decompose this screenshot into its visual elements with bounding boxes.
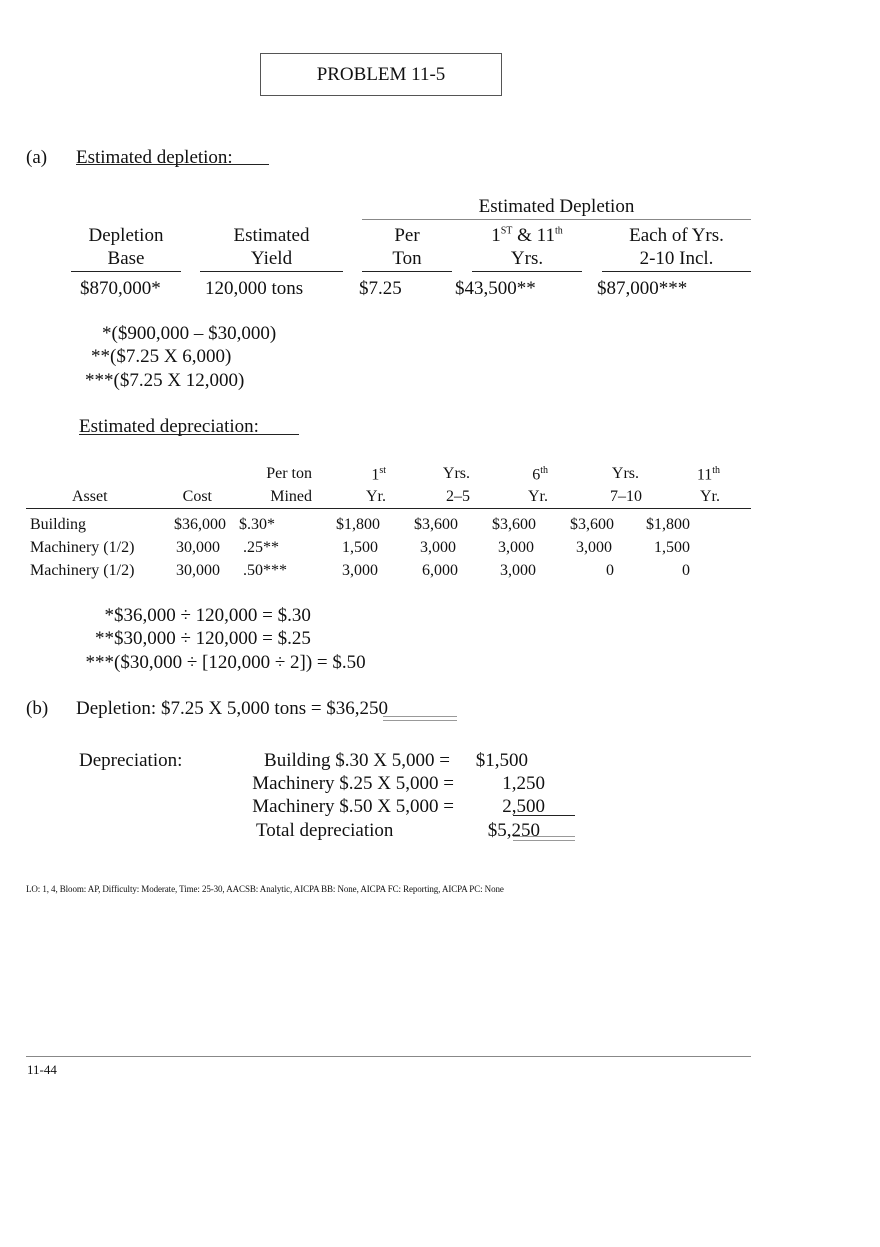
rate-per-ton: .50*** [243, 562, 287, 579]
depletion-note: *($900,000 – $30,000) [102, 323, 277, 344]
dep-col-year11-l2: Yr. [700, 488, 720, 505]
part-a-label: (a) [26, 147, 48, 168]
rate-note-mark: * [104, 605, 114, 626]
col-estimated-yield-l1: Estimated [233, 225, 310, 246]
part-b-label: (b) [26, 698, 49, 719]
rate-note: $36,000 ÷ 120,000 = $.30 [114, 605, 311, 626]
col-first-eleventh-l1: 1ST & 11th [491, 225, 563, 246]
depletion-note: **($7.25 X 6,000) [91, 346, 232, 367]
rate-note: ($30,000 ÷ [120,000 ÷ 2]) = $.50 [114, 652, 366, 673]
years7-10-amount: $3,600 [570, 516, 614, 533]
learning-objectives-note: LO: 1, 4, Bloom: AP, Difficulty: Moderate, Time: 25-30, AACSB: Analytic, AICPA BB: None, AICPA FC: Reporting, AICPA PC: None [26, 884, 504, 894]
asset-name: Building [30, 516, 87, 533]
total-depreciation-label: Total depreciation [256, 820, 394, 841]
year1-amount: $1,800 [336, 516, 380, 533]
dep-col-years7-10-l2: 7–10 [610, 488, 642, 505]
double-underline [513, 836, 575, 841]
depletion-base-value: $870,000* [80, 278, 161, 299]
year6-amount: 3,000 [500, 562, 536, 579]
year11-amount: $1,800 [646, 516, 690, 533]
col-first-eleventh-l2: Yrs. [510, 248, 544, 269]
header-rule-3 [362, 271, 452, 272]
per-ton-value: $7.25 [359, 278, 402, 299]
col-each-years-l2: 2-10 Incl. [639, 248, 714, 269]
asset-cost: 30,000 [176, 562, 220, 579]
year11-amount: 1,500 [654, 539, 690, 556]
year6-amount: 3,000 [498, 539, 534, 556]
estimated-depletion-group-header: Estimated Depletion [478, 196, 635, 217]
year1-amount: 1,500 [342, 539, 378, 556]
asset-cost: 30,000 [176, 539, 220, 556]
heading-underline [76, 164, 269, 165]
rate-note-mark: *** [85, 652, 114, 673]
year1-amount: 3,000 [342, 562, 378, 579]
heading-underline [79, 434, 299, 435]
depreciation-line-amount: $1,500 [475, 750, 528, 771]
header-rule-2 [200, 271, 343, 272]
dep-col-cost: Cost [182, 488, 212, 505]
group-header-rule [362, 219, 751, 220]
dep-col-year6-l2: Yr. [528, 488, 548, 505]
header-rule-5 [602, 271, 751, 272]
dep-col-year1-l1: 1st [371, 465, 386, 484]
depletion-computation: Depletion: $7.25 X 5,000 tons = $36,250 [76, 698, 389, 719]
depreciation-line-amount: 1,250 [502, 773, 545, 794]
estimated-depreciation-heading: Estimated depreciation: [79, 416, 259, 437]
years2-5-amount: 6,000 [422, 562, 458, 579]
each-years-value: $87,000*** [597, 278, 688, 299]
page-title: PROBLEM 11-5 [260, 53, 502, 96]
years7-10-amount: 0 [606, 562, 614, 579]
col-depletion-base-l1: Depletion [88, 225, 164, 246]
depreciation-line-text: Machinery $.25 X 5,000 = [252, 773, 454, 794]
depreciation-label: Depreciation: [79, 750, 183, 771]
subtotal-rule [513, 815, 575, 816]
depreciation-line-amount: 2,500 [502, 796, 545, 817]
header-rule-4 [472, 271, 582, 272]
rate-per-ton: .25** [243, 539, 279, 556]
col-per-ton-l2: Ton [392, 248, 422, 269]
asset-name: Machinery (1/2) [30, 562, 135, 579]
years7-10-amount: 3,000 [576, 539, 612, 556]
dep-col-years7-10-l1: Yrs. [611, 465, 639, 482]
footer-rule [26, 1056, 751, 1057]
col-each-years-l1: Each of Yrs. [629, 225, 724, 246]
dep-col-per-ton-l2: Mined [270, 488, 312, 505]
rate-note-mark: ** [95, 628, 114, 649]
dep-col-years2-5-l2: 2–5 [446, 488, 470, 505]
depletion-note: ***($7.25 X 12,000) [85, 370, 245, 391]
first-eleventh-value: $43,500** [455, 278, 536, 299]
dep-col-year11-l1: 11th [696, 465, 720, 484]
dep-header-rule [26, 508, 751, 509]
years2-5-amount: $3,600 [414, 516, 458, 533]
double-underline [383, 716, 457, 721]
depreciation-line-text: Machinery $.50 X 5,000 = [252, 796, 454, 817]
col-per-ton-l1: Per [394, 225, 420, 246]
col-estimated-yield-l2: Yield [250, 248, 293, 269]
estimated-yield-value: 120,000 tons [205, 278, 304, 299]
year11-amount: 0 [682, 562, 690, 579]
estimated-depletion-heading: Estimated depletion: [76, 147, 233, 168]
header-rule-1 [71, 271, 181, 272]
dep-col-year6-l1: 6th [532, 465, 548, 484]
dep-col-per-ton-l1: Per ton [266, 465, 312, 482]
dep-col-asset: Asset [72, 488, 108, 505]
asset-cost: $36,000 [174, 516, 226, 533]
dep-col-year1-l2: Yr. [366, 488, 386, 505]
dep-col-years2-5-l1: Yrs. [442, 465, 470, 482]
asset-name: Machinery (1/2) [30, 539, 135, 556]
year6-amount: $3,600 [492, 516, 536, 533]
col-depletion-base-l2: Base [107, 248, 145, 269]
rate-per-ton: $.30* [239, 516, 275, 533]
depreciation-line-text: Building $.30 X 5,000 = [264, 750, 450, 771]
page-number: 11-44 [27, 1062, 57, 1077]
years2-5-amount: 3,000 [420, 539, 456, 556]
total-depreciation-amount: $5,250 [487, 820, 540, 841]
rate-note: $30,000 ÷ 120,000 = $.25 [114, 628, 311, 649]
